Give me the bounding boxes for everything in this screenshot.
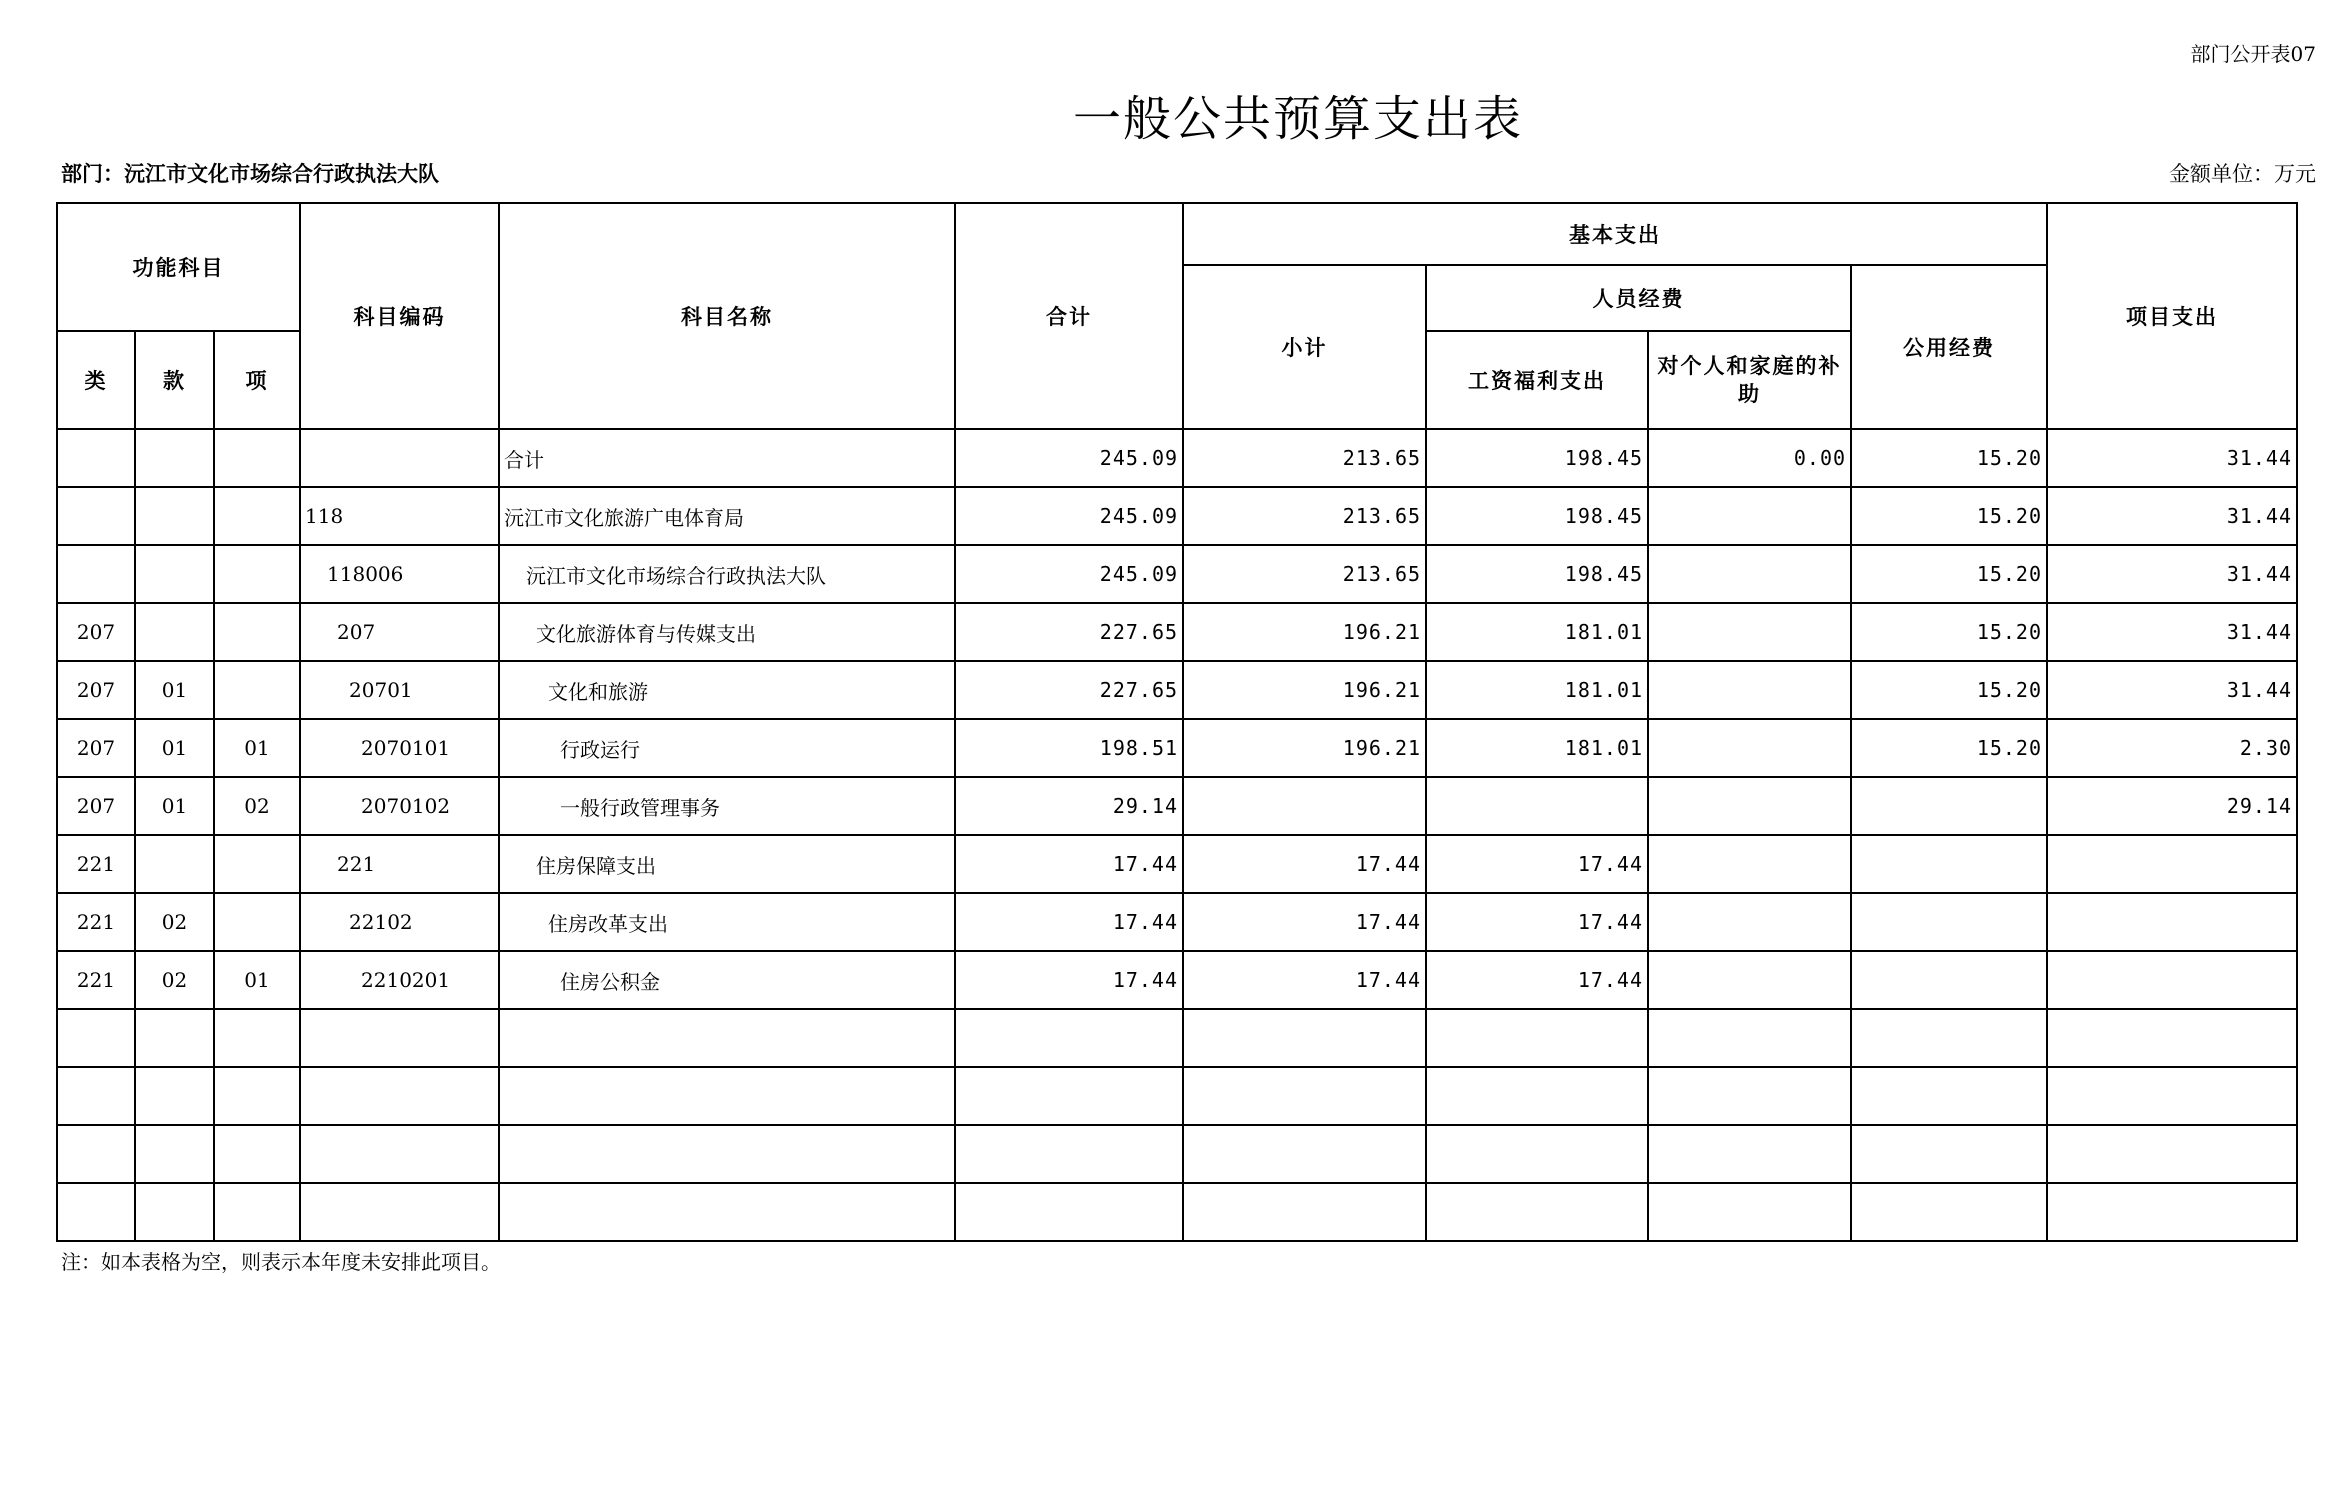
cell-kuan [135, 1125, 214, 1183]
header-func-subject: 功能科目 [57, 203, 300, 331]
form-code: 部门公开表07 [2190, 42, 2316, 66]
cell-subject-name: 沅江市文化旅游广电体育局 [499, 487, 955, 545]
header-subject-name: 科目名称 [499, 203, 955, 429]
cell-public-use [1851, 951, 2047, 1009]
table-row [57, 1009, 2297, 1067]
cell-public-use: 15.20 [1851, 661, 2047, 719]
cell-project-expense: 31.44 [2047, 487, 2297, 545]
cell-total: 227.65 [955, 661, 1183, 719]
cell-subtotal [1183, 1125, 1426, 1183]
cell-lei: 207 [57, 719, 135, 777]
cell-subject-code: 207 [300, 603, 499, 661]
cell-lei [57, 487, 135, 545]
cell-lei [57, 1183, 135, 1241]
cell-xiang: 02 [214, 777, 300, 835]
cell-subject-code: 20701 [300, 661, 499, 719]
cell-subtotal: 213.65 [1183, 487, 1426, 545]
cell-subsidy [1648, 603, 1851, 661]
cell-project-expense [2047, 1009, 2297, 1067]
cell-project-expense [2047, 1183, 2297, 1241]
cell-subject-code [300, 1067, 499, 1125]
table-row [57, 777, 2297, 835]
cell-total: 245.09 [955, 487, 1183, 545]
cell-subject-name: 沅江市文化市场综合行政执法大队 [499, 545, 955, 603]
cell-kuan [135, 1067, 214, 1125]
cell-kuan [135, 545, 214, 603]
cell-subsidy [1648, 1009, 1851, 1067]
cell-subject-code: 221 [300, 835, 499, 893]
cell-salary [1426, 1183, 1648, 1241]
cell-lei: 221 [57, 893, 135, 951]
cell-salary: 17.44 [1426, 835, 1648, 893]
cell-subject-name: 住房保障支出 [499, 835, 955, 893]
cell-total [955, 1009, 1183, 1067]
cell-lei [57, 429, 135, 487]
cell-project-expense [2047, 893, 2297, 951]
cell-salary: 181.01 [1426, 661, 1648, 719]
table-row [57, 951, 2297, 1009]
cell-xiang [214, 603, 300, 661]
cell-public-use: 15.20 [1851, 545, 2047, 603]
cell-subject-name [499, 1009, 955, 1067]
cell-xiang [214, 1009, 300, 1067]
header-total: 合计 [955, 203, 1183, 429]
cell-salary: 198.45 [1426, 487, 1648, 545]
cell-subsidy [1648, 661, 1851, 719]
cell-xiang [214, 661, 300, 719]
cell-subsidy [1648, 487, 1851, 545]
unit-label: 金额单位：万元 [2169, 162, 2316, 186]
cell-kuan [135, 429, 214, 487]
cell-kuan [135, 603, 214, 661]
cell-lei: 207 [57, 603, 135, 661]
cell-subject-code [300, 1183, 499, 1241]
cell-salary: 198.45 [1426, 545, 1648, 603]
cell-project-expense [2047, 1125, 2297, 1183]
cell-subtotal: 213.65 [1183, 545, 1426, 603]
cell-subject-code [300, 1009, 499, 1067]
cell-subsidy [1648, 951, 1851, 1009]
cell-salary [1426, 777, 1648, 835]
cell-total: 29.14 [955, 777, 1183, 835]
cell-lei: 221 [57, 951, 135, 1009]
cell-subtotal: 17.44 [1183, 893, 1426, 951]
header-subtotal: 小计 [1183, 265, 1426, 429]
cell-xiang [214, 487, 300, 545]
cell-subtotal [1183, 1183, 1426, 1241]
cell-total [955, 1125, 1183, 1183]
cell-salary: 181.01 [1426, 719, 1648, 777]
cell-kuan [135, 1009, 214, 1067]
cell-subject-name: 文化旅游体育与传媒支出 [499, 603, 955, 661]
table-row [57, 719, 2297, 777]
cell-subtotal: 17.44 [1183, 835, 1426, 893]
cell-public-use [1851, 1009, 2047, 1067]
table-row [57, 893, 2297, 951]
cell-total: 17.44 [955, 951, 1183, 1009]
cell-kuan: 01 [135, 661, 214, 719]
cell-lei: 207 [57, 661, 135, 719]
cell-subsidy [1648, 545, 1851, 603]
table-row [57, 429, 2297, 487]
cell-kuan [135, 487, 214, 545]
cell-salary: 181.01 [1426, 603, 1648, 661]
cell-xiang: 01 [214, 719, 300, 777]
cell-lei [57, 1125, 135, 1183]
cell-subtotal: 196.21 [1183, 719, 1426, 777]
cell-subsidy [1648, 1183, 1851, 1241]
cell-project-expense [2047, 835, 2297, 893]
cell-subject-code: 2070102 [300, 777, 499, 835]
cell-public-use [1851, 893, 2047, 951]
cell-total: 17.44 [955, 835, 1183, 893]
cell-subject-code: 118006 [300, 545, 499, 603]
cell-subject-code [300, 429, 499, 487]
cell-kuan: 02 [135, 893, 214, 951]
cell-subject-name: 合计 [499, 429, 955, 487]
cell-project-expense: 31.44 [2047, 603, 2297, 661]
cell-subject-name [499, 1183, 955, 1241]
header-lei: 类 [57, 331, 135, 429]
cell-lei [57, 1067, 135, 1125]
cell-total [955, 1183, 1183, 1241]
table-row [57, 1125, 2297, 1183]
cell-xiang [214, 835, 300, 893]
cell-public-use [1851, 1183, 2047, 1241]
cell-subject-code: 22102 [300, 893, 499, 951]
cell-salary: 17.44 [1426, 951, 1648, 1009]
table-row [57, 545, 2297, 603]
cell-xiang [214, 1067, 300, 1125]
cell-public-use: 15.20 [1851, 429, 2047, 487]
cell-xiang [214, 429, 300, 487]
table-row [57, 603, 2297, 661]
cell-subject-name: 文化和旅游 [499, 661, 955, 719]
cell-subtotal [1183, 1067, 1426, 1125]
cell-public-use: 15.20 [1851, 487, 2047, 545]
cell-project-expense: 29.14 [2047, 777, 2297, 835]
page-title: 一般公共预算支出表 [1072, 91, 1523, 147]
cell-kuan [135, 835, 214, 893]
header-public-use: 公用经费 [1851, 265, 2047, 429]
table-row [57, 1067, 2297, 1125]
header-salary: 工资福利支出 [1426, 331, 1648, 429]
cell-subject-name: 住房公积金 [499, 951, 955, 1009]
cell-total [955, 1067, 1183, 1125]
cell-public-use: 15.20 [1851, 603, 2047, 661]
cell-salary: 17.44 [1426, 893, 1648, 951]
cell-subject-code: 118 [300, 487, 499, 545]
cell-project-expense [2047, 1067, 2297, 1125]
budget-table [56, 202, 2298, 1242]
cell-subject-code: 2070101 [300, 719, 499, 777]
header-xiang: 项 [214, 331, 300, 429]
cell-subsidy: 0.00 [1648, 429, 1851, 487]
cell-public-use [1851, 835, 2047, 893]
cell-subtotal: 196.21 [1183, 603, 1426, 661]
cell-public-use [1851, 1067, 2047, 1125]
cell-lei [57, 1009, 135, 1067]
cell-total: 245.09 [955, 429, 1183, 487]
cell-subject-name [499, 1125, 955, 1183]
cell-subsidy [1648, 1067, 1851, 1125]
cell-lei: 221 [57, 835, 135, 893]
cell-subsidy [1648, 893, 1851, 951]
cell-xiang [214, 893, 300, 951]
cell-subject-code: 2210201 [300, 951, 499, 1009]
table-row [57, 1183, 2297, 1241]
header-basic-expense: 基本支出 [1183, 203, 2047, 265]
cell-salary [1426, 1009, 1648, 1067]
cell-subtotal: 213.65 [1183, 429, 1426, 487]
cell-salary [1426, 1067, 1648, 1125]
cell-subsidy [1648, 777, 1851, 835]
cell-kuan: 01 [135, 777, 214, 835]
cell-subsidy [1648, 1125, 1851, 1183]
cell-kuan [135, 1183, 214, 1241]
cell-lei [57, 545, 135, 603]
cell-public-use: 15.20 [1851, 719, 2047, 777]
table-row [57, 661, 2297, 719]
cell-project-expense: 31.44 [2047, 545, 2297, 603]
table-row [57, 835, 2297, 893]
cell-salary: 198.45 [1426, 429, 1648, 487]
table-row [57, 487, 2297, 545]
header-subsidy: 对个人和家庭的补助 [1648, 331, 1851, 429]
cell-salary [1426, 1125, 1648, 1183]
cell-kuan: 02 [135, 951, 214, 1009]
cell-subject-name: 行政运行 [499, 719, 955, 777]
cell-subject-name: 一般行政管理事务 [499, 777, 955, 835]
cell-project-expense: 2.30 [2047, 719, 2297, 777]
cell-subsidy [1648, 835, 1851, 893]
cell-total: 245.09 [955, 545, 1183, 603]
cell-project-expense [2047, 951, 2297, 1009]
cell-kuan: 01 [135, 719, 214, 777]
cell-lei: 207 [57, 777, 135, 835]
cell-project-expense: 31.44 [2047, 429, 2297, 487]
cell-total: 198.51 [955, 719, 1183, 777]
header-subject-code: 科目编码 [300, 203, 499, 429]
cell-xiang [214, 545, 300, 603]
cell-total: 17.44 [955, 893, 1183, 951]
cell-xiang: 01 [214, 951, 300, 1009]
cell-project-expense: 31.44 [2047, 661, 2297, 719]
cell-xiang [214, 1125, 300, 1183]
header-project-expense: 项目支出 [2047, 203, 2297, 429]
cell-subject-code [300, 1125, 499, 1183]
cell-xiang [214, 1183, 300, 1241]
department-label: 部门：沅江市文化市场综合行政执法大队 [61, 161, 439, 186]
cell-public-use [1851, 1125, 2047, 1183]
cell-total: 227.65 [955, 603, 1183, 661]
cell-subtotal: 17.44 [1183, 951, 1426, 1009]
cell-subtotal: 196.21 [1183, 661, 1426, 719]
cell-subject-name [499, 1067, 955, 1125]
cell-public-use [1851, 777, 2047, 835]
footnote: 注：如本表格为空，则表示本年度未安排此项目。 [61, 1250, 501, 1274]
cell-subject-name: 住房改革支出 [499, 893, 955, 951]
cell-subtotal [1183, 1009, 1426, 1067]
header-personnel: 人员经费 [1426, 265, 1851, 331]
cell-subtotal [1183, 777, 1426, 835]
header-kuan: 款 [135, 331, 214, 429]
cell-subsidy [1648, 719, 1851, 777]
